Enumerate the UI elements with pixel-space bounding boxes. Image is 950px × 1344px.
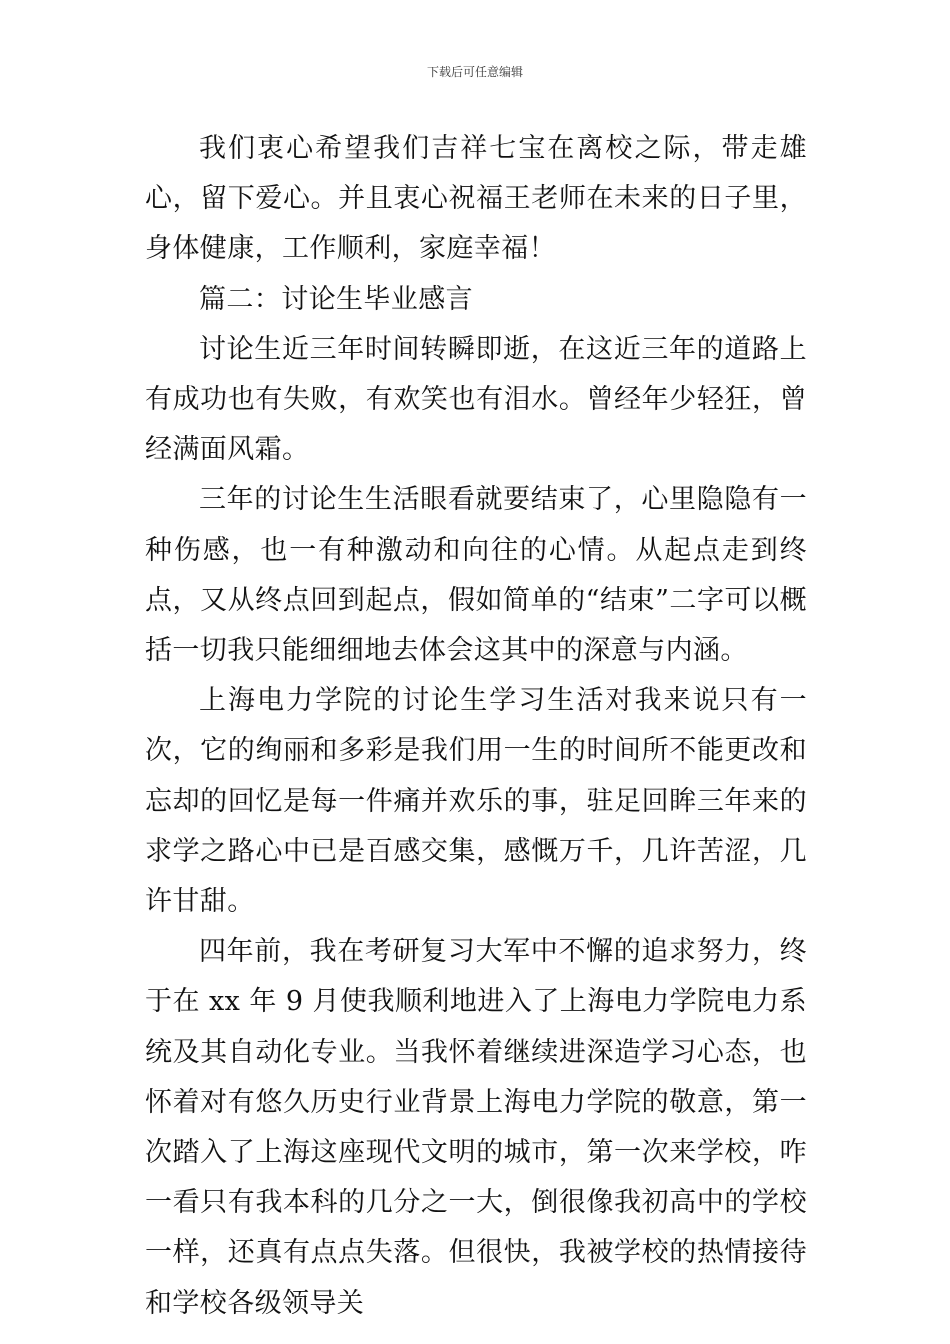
page-header: 下载后可任意编辑 <box>426 65 523 79</box>
section-title: 篇二：讨论生毕业感言 <box>199 283 473 315</box>
paragraph-feelings: 三年的讨论生生活眼看就要结束了，心里隐隐有一种伤感，也一有种激动和向往的心情。从起点走到终点，又从终点回到起点，假如简单的“结束”二字可以概括一切我只能细细地去体会这其中的深意与内涵。 <box>145 484 807 667</box>
paragraph-memories: 上海电力学院的讨论生学习生活对我来说只有一次，它的绚丽和多彩是我们用一生的时间所不能更改和忘却的回忆是每一件痛并欢乐的事，驻足回眸三年来的求学之路心中已是百感交集，感慨万千，几许苦涩，几许甘甜。 <box>145 685 807 918</box>
paragraph-closing-wishes: 我们衷心希望我们吉祥七宝在离校之际，带走雄心，留下爱心。并且衷心祝福王老师在未来的日子里，身体健康，工作顺利，家庭幸福！ <box>145 133 807 265</box>
paragraph-arrival: 四年前，我在考研复习大军中不懈的追求努力，终于在 xx 年 9 月使我顺利地进入了上海电力学院电力系统及其自动化专业。当我怀着继续进深造学习心态，也怀着对有悠久历史行业背景上海电力学院的敬意，第一次踏入了上海这座现代文明的城市，第一次来学校，咋一看只有我本科的几分之一大，倒很像我初高中的学校一样，还真有点点失落。但很快，我被学校的热情接待和学校各级领导关 <box>145 936 807 1319</box>
document-body <box>145 124 807 1329</box>
paragraph-intro: 讨论生近三年时间转瞬即逝，在这近三年的道路上有成功也有失败，有欢笑也有泪水。曾经年少轻狂，曾经满面风霜。 <box>145 333 807 466</box>
